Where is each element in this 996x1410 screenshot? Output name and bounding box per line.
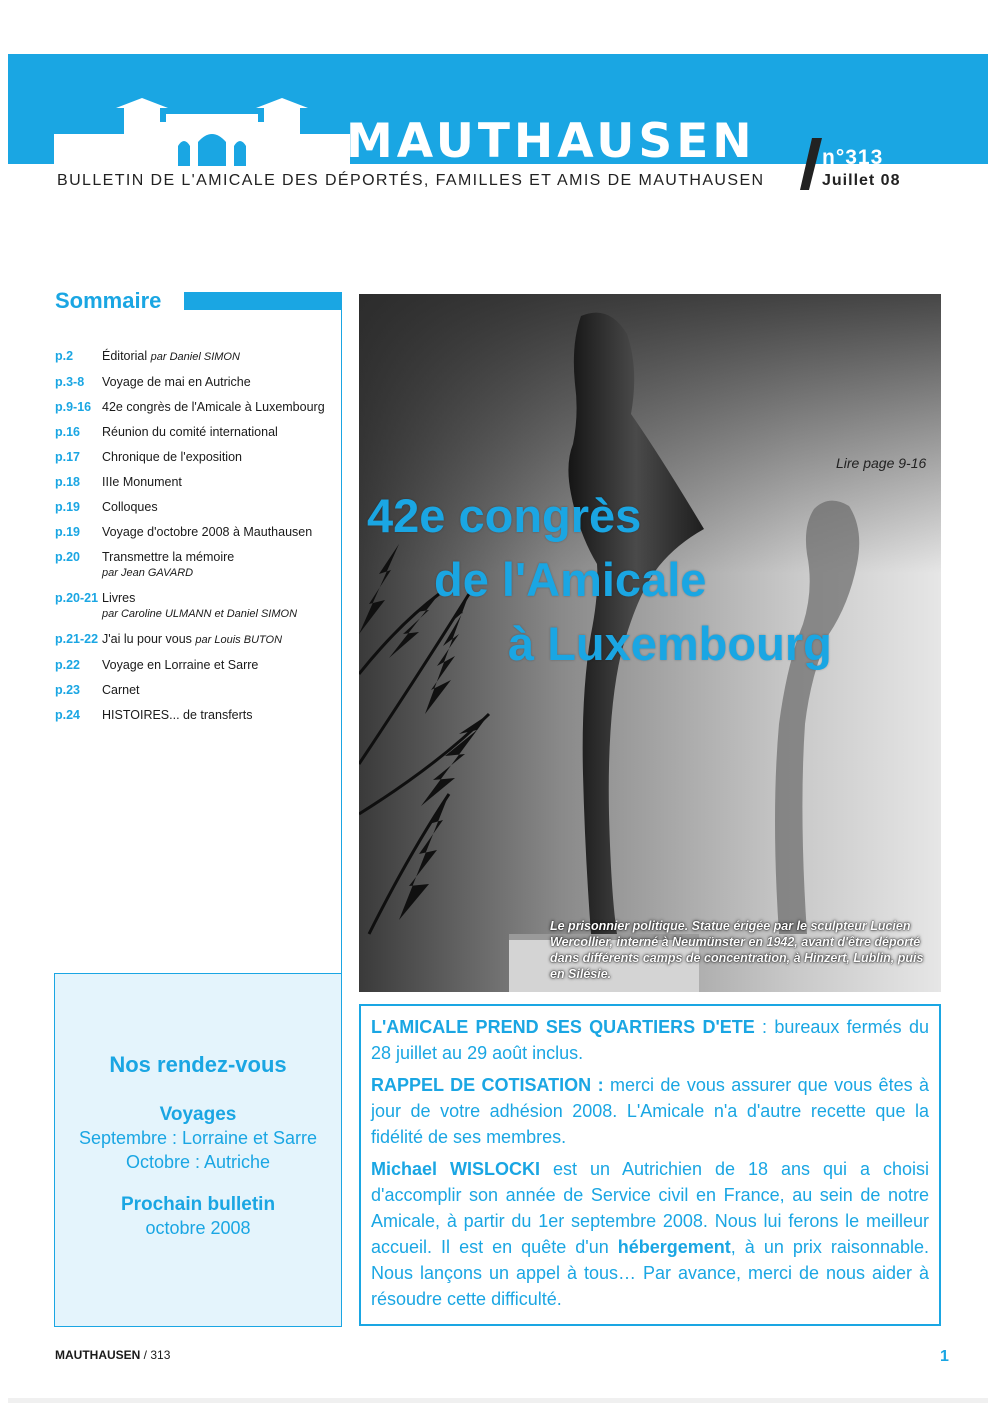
toc-page: p.9-16 [55,400,92,414]
toc-title: Voyage d'octobre 2008 à Mauthausen [102,525,313,539]
toc-page: p.24 [55,708,81,722]
toc-title: IIIe Monument [102,475,182,489]
camp-gate-logo [54,96,350,166]
rendezvous-heading: Nos rendez-vous [109,1052,287,1077]
toc-author: par Caroline ULMANN et Daniel SIMON [102,608,298,620]
voyage-item: Septembre : Lorraine et Sarre [78,1128,318,1148]
sommaire-heading-bar [184,292,342,310]
toc-item[interactable] [55,424,345,440]
footer-name: MAUTHAUSEN [55,1348,141,1362]
toc-item[interactable] [55,399,345,415]
announcement-lead: L'AMICALE PREND SES QUARTIERS D'ETE [371,1017,755,1037]
announcements-box [359,1004,941,1326]
announcement-body: est un Autrichien de 18 ans qui a choisi d'accomplir son année de Service civil en France, au sein de notre Amicale, à partir du 1er septembre 2008. Nous lui ferons le meilleur accueil. Il est en quête d'un [371,1159,929,1257]
toc-page: p.19 [55,500,81,514]
toc-item[interactable] [55,631,345,648]
toc-title: Voyage en Lorraine et Sarre [102,658,259,672]
toc-item[interactable] [55,474,345,490]
toc-item[interactable] [55,590,345,622]
cover-headline-line: à Luxembourg [508,617,832,670]
rendezvous-box [54,973,342,1327]
toc-title: J'ai lu pour vous [102,632,192,646]
toc-item[interactable] [55,449,345,465]
read-more-link[interactable]: Lire page 9-16 [836,455,927,471]
toc-author: par Jean GAVARD [102,567,194,579]
toc-title: HISTOIRES... de transferts [102,708,253,722]
toc-page: p.20-21 [55,591,99,605]
toc-item[interactable] [55,657,345,673]
toc-title: Colloques [102,500,158,514]
announcement-lead: Michael WISLOCKI [371,1159,540,1179]
toc-page: p.21-22 [55,632,99,646]
announcement-paragraph [371,1072,929,1150]
announcement-highlight: hébergement [617,1237,731,1257]
footer-issue: / 313 [140,1348,171,1362]
toc-page: p.17 [55,450,81,464]
issue-number: n°313 [822,146,884,169]
toc-title: Réunion du comité international [102,425,278,439]
cover-headline-line: de l'Amicale [434,553,707,606]
announcement-paragraph [371,1014,929,1066]
toc-title: Éditorial [102,349,148,363]
toc-item[interactable] [55,524,345,540]
toc-page: p.22 [55,658,81,672]
toc-title: Livres [102,591,136,605]
announcement-tail: , à un prix raisonnable. Nous lançons un appel à tous… Par avance, merci de nous aider à résoudre cette difficulté. [371,1237,929,1309]
announcement-body: merci de vous assurer que vous êtes à jour de votre adhésion 2008. L'Amicale n'a d'autre recette que la fidélité de ses membres. [371,1075,929,1147]
toc-item[interactable] [55,374,345,390]
sommaire-heading: Sommaire [55,288,162,313]
toc-page: p.20 [55,550,81,564]
footer-publication [55,1348,170,1362]
toc-page: p.16 [55,425,81,439]
toc-item[interactable] [55,499,345,515]
bulletin-title: Prochain bulletin [120,1194,276,1215]
toc-item[interactable] [55,707,345,723]
voyages-title: Voyages [159,1104,237,1125]
toc-title: Transmettre la mémoire [102,550,235,564]
announcement-lead: RAPPEL DE COTISATION : [371,1075,604,1095]
masthead-title: MAUTHAUSEN [346,114,756,169]
sommaire-list [55,348,345,732]
toc-page: p.23 [55,683,81,697]
issue-date: Juillet 08 [822,172,901,189]
bottom-rule [8,1398,988,1403]
cover-headline-line: 42e congrès [367,489,642,542]
toc-item[interactable] [55,549,345,581]
toc-title: Carnet [102,683,140,697]
announcement-paragraph [371,1156,929,1312]
toc-page: p.3-8 [55,375,85,389]
toc-page: p.2 [55,349,74,363]
photo-caption: Le prisonnier politique. Statue érigée par le sculpteur Lucien Wercollier, interné à Neumünster en 1942, avant d'être déporté dans différents camps de concentration, à Hinzert, Lublin, puis en Silésie. [550,919,924,981]
toc-page: p.19 [55,525,81,539]
slash-mark-icon [800,138,822,190]
masthead-subtitle: BULLETIN DE L'AMICALE DES DÉPORTÉS, FAMILLES ET AMIS DE MAUTHAUSEN [57,172,765,189]
page-number: 1 [940,1348,949,1365]
toc-author: par Louis BUTON [195,634,283,646]
toc-title: Voyage de mai en Autriche [102,375,251,389]
toc-item[interactable] [55,682,345,698]
voyage-item: Octobre : Autriche [125,1152,271,1172]
announcement-body: : bureaux fermés du 28 juillet au 29 août inclus. [371,1017,929,1063]
toc-item[interactable] [55,348,345,365]
toc-author: par Daniel SIMON [150,351,240,363]
bulletin-date: octobre 2008 [145,1218,251,1238]
toc-title: 42e congrès de l'Amicale à Luxembourg [102,400,325,414]
toc-page: p.18 [55,475,81,489]
toc-title: Chronique de l'exposition [102,450,242,464]
